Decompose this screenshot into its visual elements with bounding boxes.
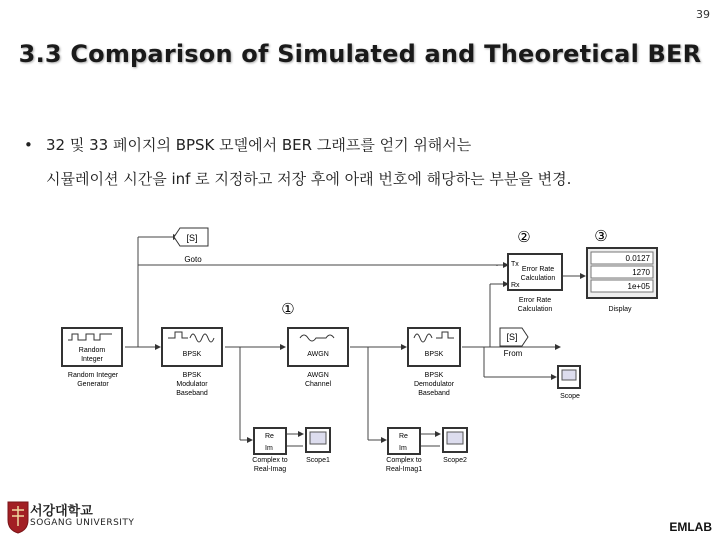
error-rate-tx: Tx	[511, 261, 519, 268]
page-number: 39	[696, 8, 710, 21]
error-rate-label-2: Calculation	[517, 306, 553, 313]
complex-to-real-imag1-block[interactable]	[386, 428, 422, 473]
goto-tag: [S]	[186, 233, 198, 243]
slide-title: 3.3 Comparison of Simulated and Theoretical BER	[18, 40, 702, 68]
error-rate-rx: Rx	[511, 282, 520, 289]
complex1-re: Re	[265, 433, 274, 440]
complex1-im: Im	[265, 445, 273, 452]
awgn-label-1: AWGN	[307, 372, 329, 379]
awgn-block[interactable]	[288, 328, 348, 388]
scope1-label: Scope1	[306, 457, 330, 464]
logo-english-text: SOGANG UNIVERSITY	[30, 518, 135, 528]
complex1-label-2: Real-Imag	[253, 466, 287, 473]
bpsk-mod-label-3: Baseband	[176, 390, 208, 397]
awgn-label-2: Channel	[304, 381, 332, 388]
marker-2: ②	[517, 229, 531, 246]
scope-block[interactable]	[558, 366, 580, 400]
bpsk-demod-inner: BPSK	[424, 351, 444, 358]
scope2-label: Scope2	[443, 457, 467, 464]
marker-3: ③	[594, 228, 608, 245]
bullet-text-1: 32 및 33 페이지의 BPSK 모델에서 BER 그래프를 얻기 위해서는	[46, 136, 472, 154]
random-integer-block[interactable]	[62, 328, 122, 388]
scope-label: Scope	[560, 393, 580, 400]
bullet-line-2: 시뮬레이션 시간을 inf 로 지정하고 저장 후에 아래 번호에 해당하는 부분을 변경.	[46, 170, 572, 188]
random-integer-inner-2: Integer	[81, 356, 103, 363]
display-value-2: 1270	[632, 268, 650, 277]
bpsk-mod-label-2: Modulator	[176, 381, 208, 388]
from-block[interactable]	[500, 328, 528, 358]
bpsk-modulator-block[interactable]	[162, 328, 222, 397]
bpsk-demodulator-block[interactable]	[408, 328, 460, 397]
scope2-block[interactable]	[443, 428, 467, 464]
awgn-inner: AWGN	[307, 351, 329, 358]
university-logo	[6, 500, 30, 534]
complex2-im: Im	[399, 445, 407, 452]
goto-label: Goto	[184, 255, 202, 264]
scope1-block[interactable]	[306, 428, 330, 464]
display-block[interactable]	[587, 248, 657, 313]
random-integer-label-2: Generator	[77, 381, 109, 388]
random-integer-label-1: Random Integer	[67, 372, 119, 379]
display-value-3: 1e+05	[627, 282, 650, 291]
from-tag: [S]	[506, 332, 518, 342]
display-value-1: 0.0127	[625, 254, 650, 263]
error-rate-inner-1: Error Rate	[521, 266, 555, 273]
complex2-label-2: Real-Imag1	[385, 466, 423, 473]
bpsk-demod-label-2: Demodulator	[413, 381, 455, 388]
error-rate-inner-2: Calculation	[520, 275, 556, 282]
bpsk-demod-label-1: BPSK	[424, 372, 444, 379]
bpsk-mod-label-1: BPSK	[182, 372, 202, 379]
simulink-diagram	[0, 200, 720, 500]
complex2-re: Re	[399, 433, 408, 440]
complex1-label-1: Complex to	[252, 457, 288, 464]
goto-block[interactable]	[174, 228, 208, 264]
random-integer-inner-1: Random	[78, 347, 106, 354]
complex2-label-1: Complex to	[386, 457, 422, 464]
bullet-dot: •	[24, 136, 33, 154]
error-rate-block[interactable]	[508, 254, 562, 313]
footer-lab-name: EMLAB	[669, 520, 712, 534]
display-label: Display	[608, 306, 632, 313]
bullet-line-1	[24, 128, 714, 162]
marker-1: ①	[281, 301, 295, 318]
bullet-block	[24, 128, 714, 196]
logo-korean-text: 서강대학교	[30, 504, 93, 519]
complex-to-real-imag-block[interactable]	[252, 428, 288, 473]
error-rate-label-1: Error Rate	[518, 297, 552, 304]
bpsk-demod-label-3: Baseband	[418, 390, 450, 397]
bpsk-mod-inner: BPSK	[182, 351, 202, 358]
from-label: From	[503, 349, 523, 358]
